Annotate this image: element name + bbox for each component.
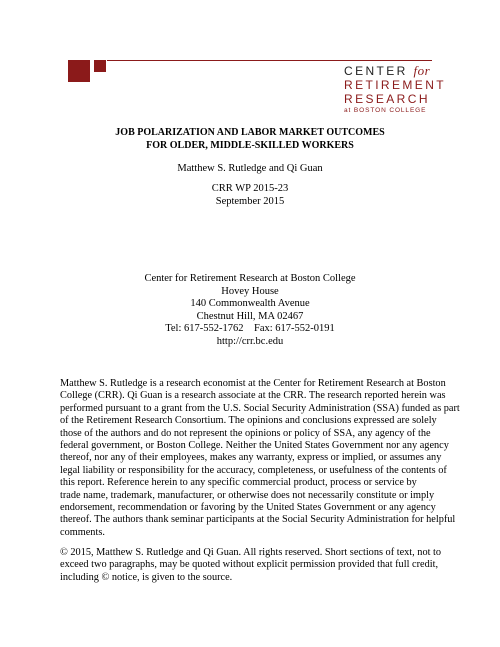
logo-line-center <box>344 64 444 78</box>
address-phone-fax: Tel: 617-552-1762 Fax: 617-552-0191 <box>165 323 335 334</box>
logo-square-small <box>94 60 106 72</box>
address-street: 140 Commonwealth Avenue <box>190 298 310 309</box>
logo-line-bc: at BOSTON COLLEGE <box>344 107 427 114</box>
header-rule <box>107 60 432 61</box>
wp-date: September 2015 <box>215 195 285 207</box>
disclaimer-line: of the Retirement Research Consortium. The opinions and conclusions expressed are solely <box>60 415 437 427</box>
disclaimer-line: legal liability or responsibility for the accuracy, completeness, or usefulness of the contents of <box>60 464 447 476</box>
crr-logo <box>344 64 444 115</box>
logo-word-for: for <box>413 63 431 78</box>
disclaimer-line: thereof, nor any of their employees, makes any warranty, express or implied, or assumes any <box>60 452 442 464</box>
working-paper-info <box>0 183 500 208</box>
disclaimer-line: performed pursuant to a grant from the U.S. Social Security Administration (SSA) funded as part <box>60 402 460 414</box>
paper-title <box>0 127 500 152</box>
disclaimer-line: College (CRR). Qi Guan is a research associate at the CRR. The research reported herein was <box>60 390 446 402</box>
copyright-line: including © notice, is given to the source. <box>60 571 233 583</box>
logo-line-retirement: RETIREMENT <box>344 78 446 92</box>
copyright-line: © 2015, Matthew S. Rutledge and Qi Guan. All rights reserved. Short sections of text, not to <box>60 547 442 558</box>
logo-word-center: CENTER <box>344 64 408 78</box>
disclaimer-line: those of the authors and do not represent the opinions or policy of SSA, any agency of the <box>60 427 431 439</box>
address-org: Center for Retirement Research at Boston College <box>144 273 356 284</box>
copyright-paragraph <box>60 547 444 584</box>
logo-square-large <box>68 60 90 82</box>
disclaimer-line: thereof. The authors thank seminar participants at the Social Security Administration for helpful <box>60 514 456 526</box>
disclaimer-line: trade name, trademark, manufacturer, or otherwise does not necessarily constitute or imply <box>60 489 435 501</box>
disclaimer-paragraph <box>60 378 460 539</box>
logo-line-research: RESEARCH <box>344 92 430 106</box>
disclaimer-line: Matthew S. Rutledge is a research economist at the Center for Retirement Research at Boston <box>60 378 446 389</box>
logo-squares <box>68 60 108 84</box>
disclaimer-line: federal government, or Boston College. Neither the United States Government nor any agency <box>60 440 449 452</box>
authors: Matthew S. Rutledge and Qi Guan <box>177 163 323 174</box>
address-city: Chestnut Hill, MA 02467 <box>196 310 304 322</box>
disclaimer-line: comments. <box>60 526 105 538</box>
address-url[interactable]: http://crr.bc.edu <box>216 335 284 347</box>
address-building: Hovey House <box>221 285 279 297</box>
copyright-line: exceed two paragraphs, may be quoted without explicit permission provided that full credit, <box>60 559 439 571</box>
disclaimer-line: endorsement, recommendation or favoring by the United States Government or any agency <box>60 502 436 514</box>
wp-number: CRR WP 2015-23 <box>211 183 289 194</box>
title-line-2: FOR OLDER, MIDDLE-SKILLED WORKERS <box>146 139 354 151</box>
address-block <box>0 273 500 348</box>
disclaimer-line: this report. Reference herein to any specific commercial product, process or service by <box>60 477 417 489</box>
title-line-1: JOB POLARIZATION AND LABOR MARKET OUTCOMES <box>115 127 385 138</box>
